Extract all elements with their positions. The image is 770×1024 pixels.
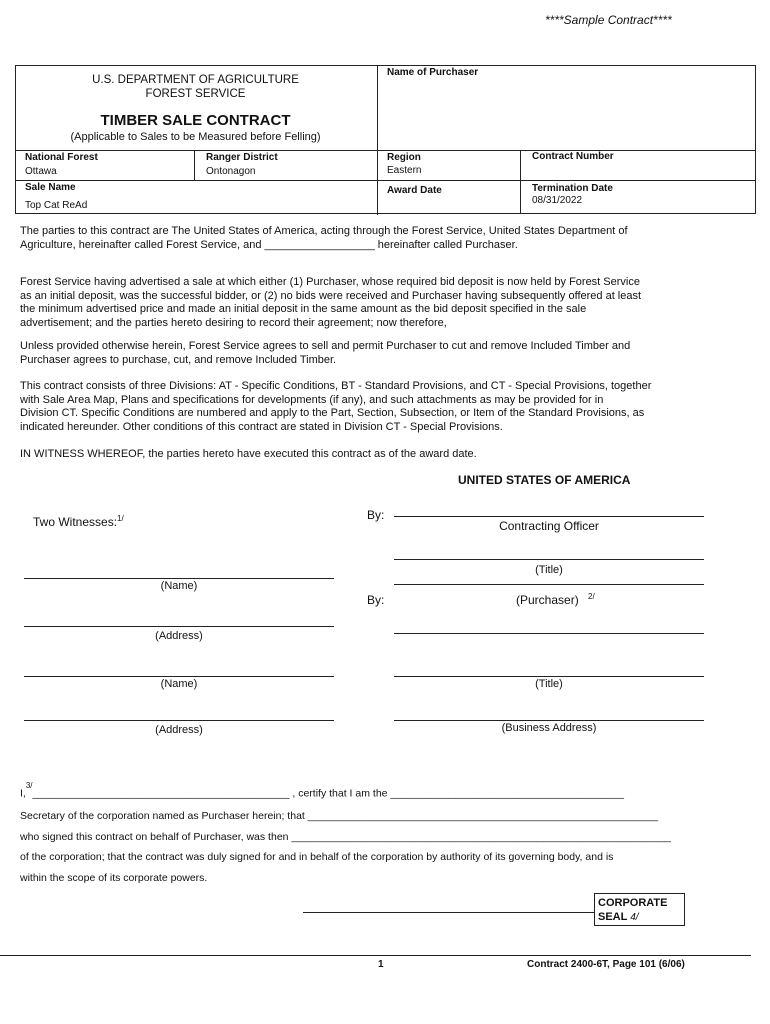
paragraph-line: Unless provided otherwise herein, Forest Service agrees to sell and permit Purchaser to cut and remove Included Timber and xyxy=(20,340,631,352)
footnote-3: 3/ xyxy=(25,781,33,790)
usa-heading: UNITED STATES OF AMERICA xyxy=(458,473,631,487)
paragraph-line: with Sale Area Map, Plans and specifications for developments (if any), and such attachments as may be provided for in xyxy=(20,393,604,406)
purchaser-caption xyxy=(516,592,595,607)
purchaser-name-label: Name of Purchaser xyxy=(387,67,479,78)
paragraph-line: as an initial deposit, was the successful bidder, or (2) no bids were received and Purchaser having subsequently offered at least xyxy=(20,289,642,302)
sale-name-value: Top Cat ReAd xyxy=(25,200,88,211)
footnote-4: 4/ xyxy=(630,912,639,923)
national-forest-label: National Forest xyxy=(25,152,98,163)
cert-i-prefix: I, xyxy=(20,787,26,800)
by-label-1: By: xyxy=(367,508,385,522)
witness-address-line-1[interactable] xyxy=(24,626,334,627)
witness-paragraph: IN WITNESS WHEREOF, the parties hereto have executed this contract as of the award date. xyxy=(20,448,477,460)
title-caption-1: (Title) xyxy=(535,564,563,576)
seal-text-1: CORPORATE xyxy=(598,897,668,909)
paragraph-line: Division CT. Specific Conditions are numbered and apply to the Part, Section, Subsection, or Item of the Standard Provisions, as xyxy=(20,407,645,419)
national-forest-value: Ottawa xyxy=(25,166,57,177)
ranger-district-label: Ranger District xyxy=(206,152,278,163)
paragraph-line: advertisement; and the parties hereto desiring to record their agreement; now therefore, xyxy=(20,316,447,329)
by-label-2: By: xyxy=(367,593,385,607)
purchaser-text: (Purchaser) xyxy=(516,593,579,607)
seal-text-2: SEAL xyxy=(598,911,628,923)
purchaser-signature-line[interactable] xyxy=(394,584,704,585)
page-number: 1 xyxy=(378,959,384,970)
certification-line-1 xyxy=(20,781,624,800)
certification-line-5: within the scope of its corporate powers. xyxy=(20,872,208,884)
footer-divider xyxy=(0,955,751,956)
paragraph-line: The parties to this contract are The United States of America, acting through the Forest Service, United States Department of xyxy=(20,225,628,237)
parties-paragraph xyxy=(20,225,680,252)
name-caption-2: (Name) xyxy=(160,678,198,690)
footnote-2: 2/ xyxy=(588,592,595,601)
corporate-seal-box xyxy=(594,893,685,926)
divisions-paragraph xyxy=(20,380,680,434)
contract-subtitle: (Applicable to Sales to be Measured before Felling) xyxy=(70,131,321,143)
department-heading xyxy=(15,73,376,101)
region-label: Region xyxy=(387,152,421,163)
name-caption-1: (Name) xyxy=(160,580,198,592)
business-address-caption: (Business Address) xyxy=(501,722,597,734)
certification-line-4: of the corporation; that the contract was duly signed for and in behalf of the corporation by authority of its governing body, and is xyxy=(20,851,614,863)
paragraph-line: indicated hereunder. Other conditions of this contract are stated in Division CT - Special Provisions. xyxy=(20,420,503,433)
termination-date-label: Termination Date xyxy=(532,183,613,194)
purchaser-extra-line[interactable] xyxy=(394,633,704,634)
secretary-signature-line[interactable] xyxy=(303,912,595,913)
service-name: FOREST SERVICE xyxy=(145,88,246,100)
two-witnesses-label xyxy=(33,514,124,529)
contracting-officer-signature-line[interactable] xyxy=(394,516,704,517)
certification-line-2: Secretary of the corporation named as Purchaser herein; that ____________________________________________________________ xyxy=(20,810,659,822)
paragraph-line: the minimum advertised price and made an initial deposit in the same amount as the bid deposit specified in the sale xyxy=(20,303,587,315)
paragraph-line: Purchaser agrees to purchase, cut, and remove Included Timber. xyxy=(20,353,337,366)
award-date-label: Award Date xyxy=(387,185,442,196)
termination-date-value: 08/31/2022 xyxy=(532,195,583,206)
contract-title: TIMBER SALE CONTRACT xyxy=(100,112,291,129)
title-line-1[interactable] xyxy=(394,559,704,560)
form-identifier: Contract 2400-6T, Page 101 (6/06) xyxy=(527,959,685,970)
region-value: Eastern xyxy=(387,165,422,176)
advertisement-paragraph xyxy=(20,276,680,330)
footnote-1: 1/ xyxy=(117,514,124,523)
paragraph-line: Agriculture, hereinafter called Forest Service, and __________________ hereinafter called Purchaser. xyxy=(20,238,518,251)
sale-name-label: Sale Name xyxy=(25,182,76,193)
title-caption-2: (Title) xyxy=(535,678,563,690)
address-caption-2: (Address) xyxy=(155,724,203,736)
witness-address-line-2[interactable] xyxy=(24,720,334,721)
sample-contract-watermark: ****Sample Contract**** xyxy=(545,13,672,27)
paragraph-line: Forest Service having advertised a sale at which either (1) Purchaser, whose required bid deposit is now held by Forest Service xyxy=(20,276,640,288)
department-name: U.S. DEPARTMENT OF AGRICULTURE xyxy=(92,74,299,86)
certification-line-3: who signed this contract on behalf of Purchaser, was then _________________________________________________________________ xyxy=(20,831,671,843)
business-address-line[interactable] xyxy=(394,720,704,721)
paragraph-line: This contract consists of three Divisions: AT - Specific Conditions, BT - Standard Provisions, and CT - Special Provisions, together xyxy=(20,380,652,392)
two-witnesses-text: Two Witnesses: xyxy=(33,515,118,529)
witness-name-line-1[interactable] xyxy=(24,578,334,579)
cert-line-1-text: ____________________________________________ , certify that I am the ________________________________________ xyxy=(32,787,624,800)
title-line-2[interactable] xyxy=(394,676,704,677)
contract-number-label: Contract Number xyxy=(532,151,614,162)
address-caption-1: (Address) xyxy=(155,630,203,642)
ranger-district-value: Ontonagon xyxy=(206,166,256,177)
contracting-officer-caption: Contracting Officer xyxy=(499,519,599,533)
agreement-paragraph xyxy=(20,340,680,367)
witness-name-line-2[interactable] xyxy=(24,676,334,677)
